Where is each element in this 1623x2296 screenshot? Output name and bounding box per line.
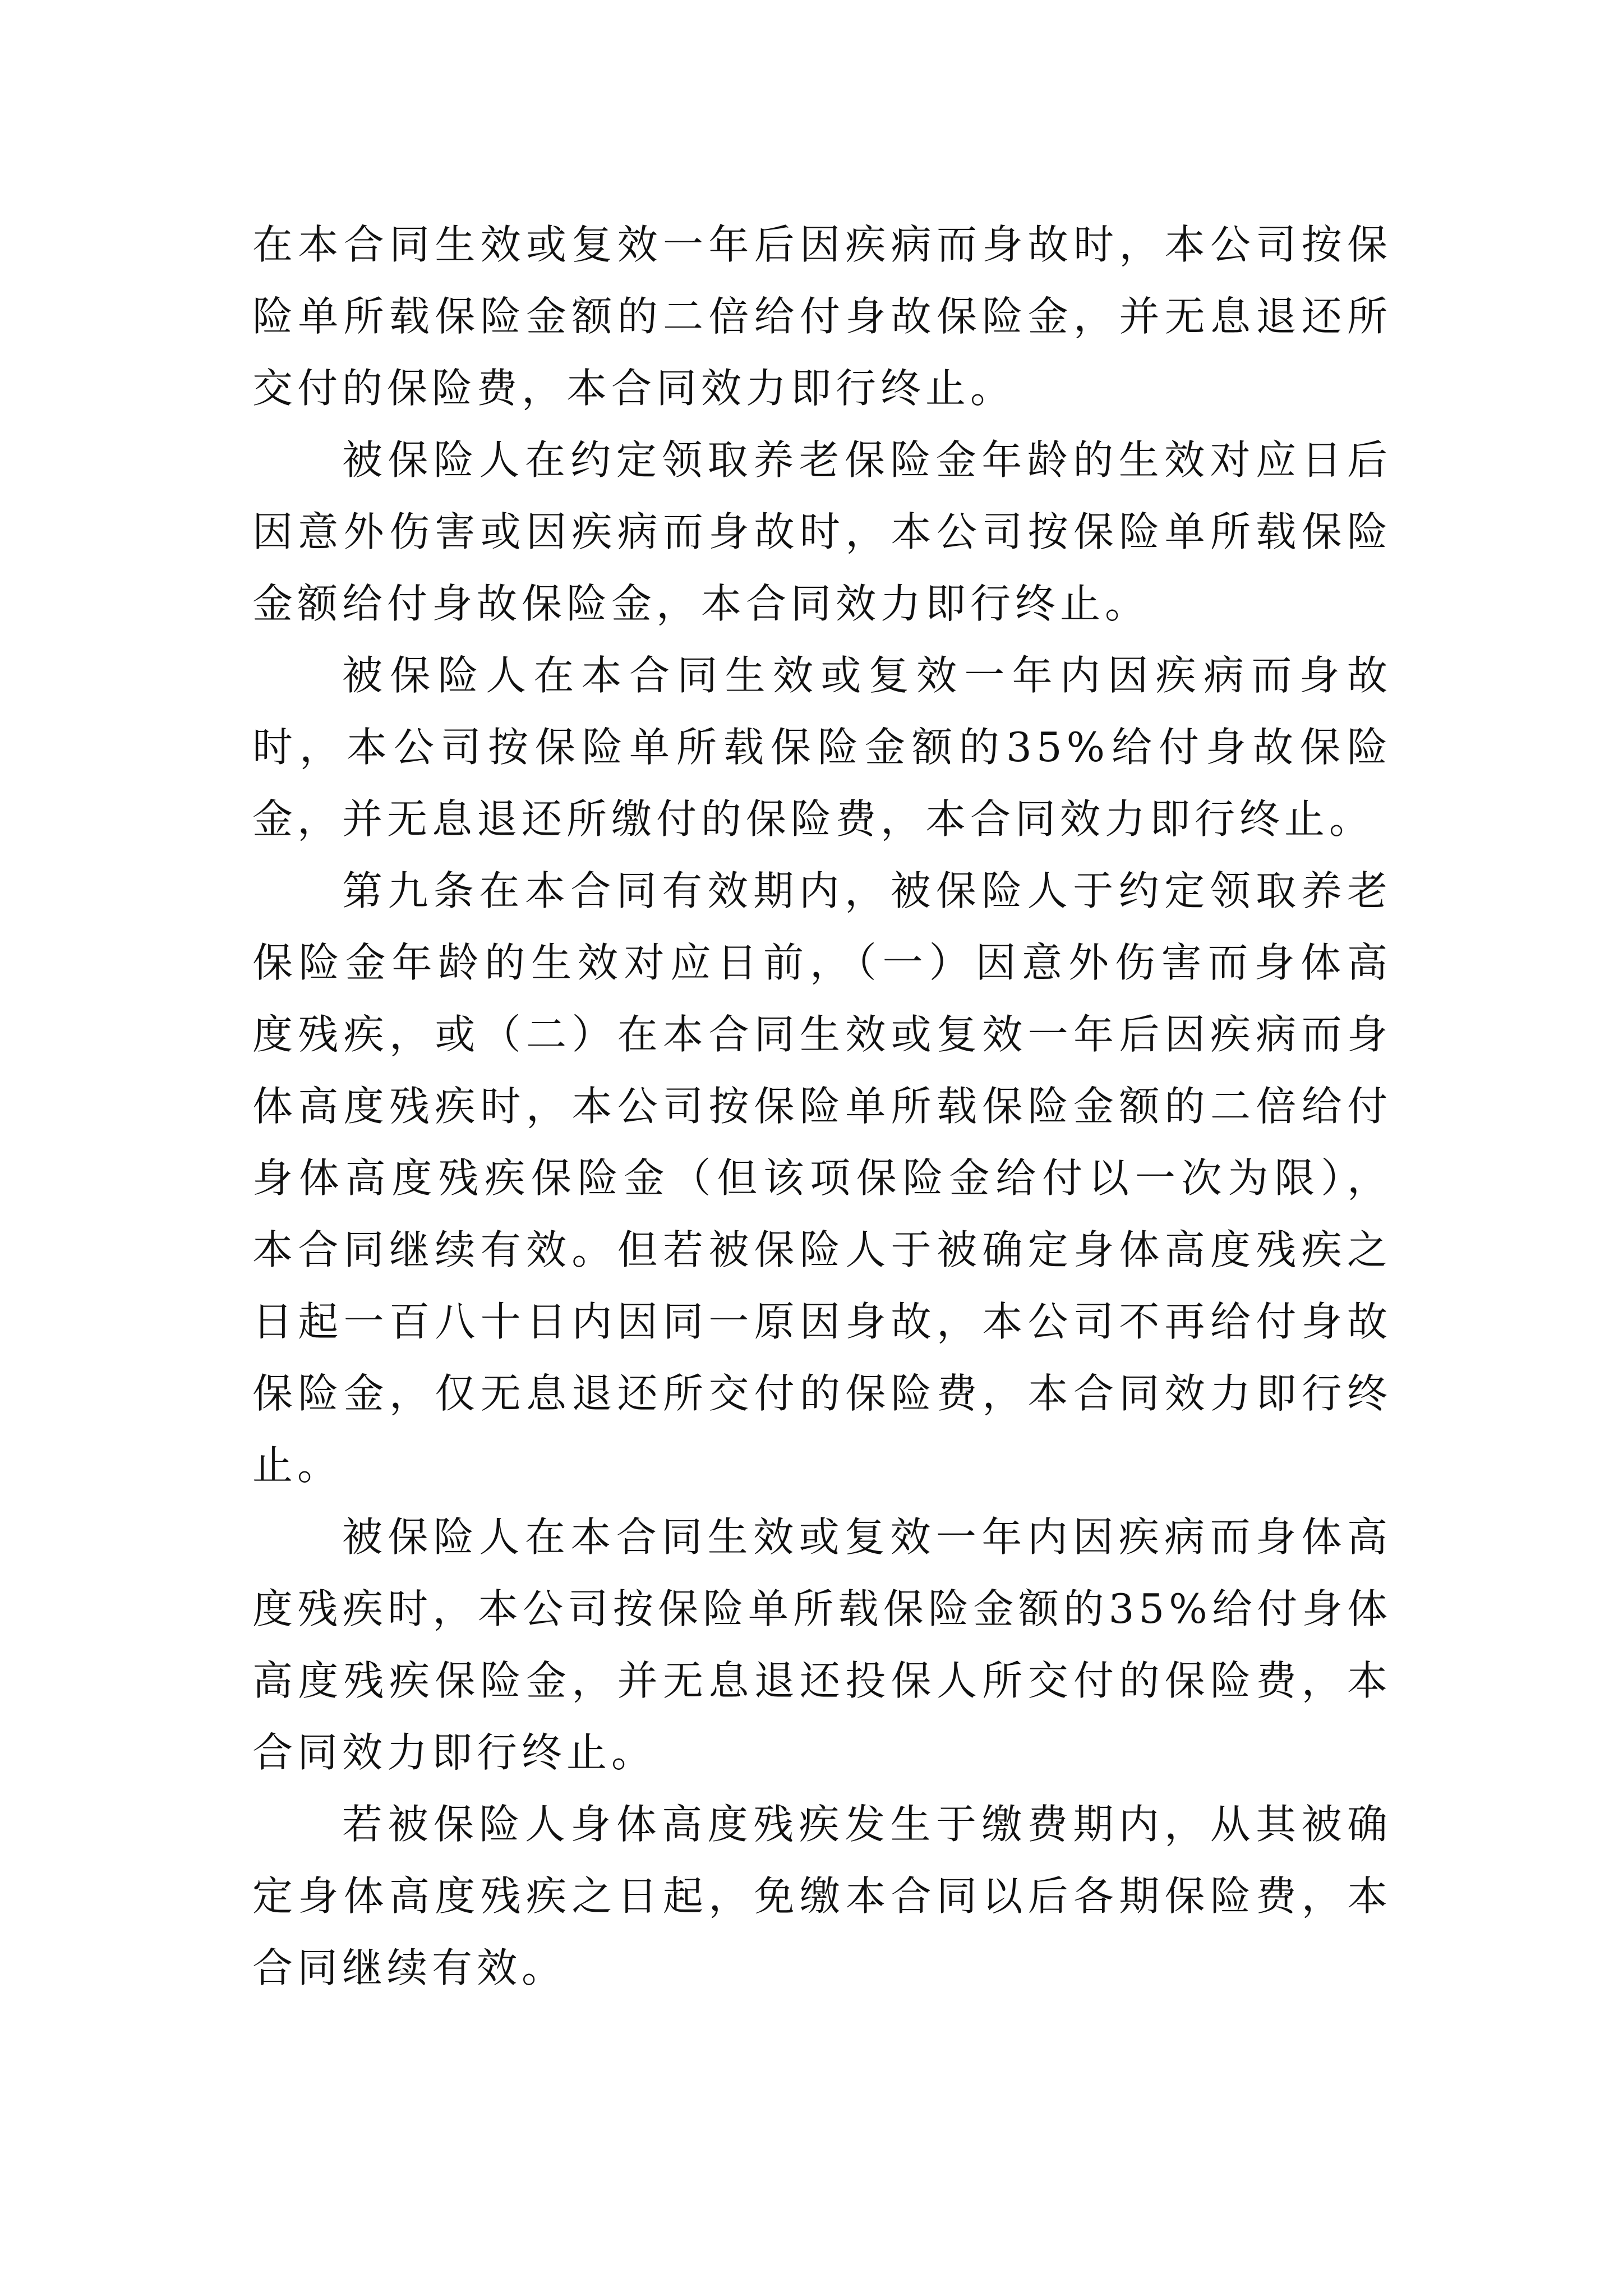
document-body: [252, 209, 1392, 2004]
paragraph-disability-within-first-year: 被保险人在本合同生效或复效一年内因疾病而身体高度残疾时，本公司按保险单所载保险金额的35%给付身体高度残疾保险金，并无息退还投保人所交付的保险费，本合同效力即行终止。: [252, 1513, 1392, 1776]
paragraph-death-within-first-year: 被保险人在本合同生效或复效一年内因疾病而身故时，本公司按保险单所载保险金额的35%给付身故保险金，并无息退还所缴付的保险费，本合同效力即行终止。: [252, 652, 1392, 843]
paragraph-continuation: 在本合同生效或复效一年后因疾病而身故时，本公司按保险单所载保险金额的二倍给付身故保险金，并无息退还所交付的保险费，本合同效力即行终止。: [252, 221, 1392, 412]
paragraph-premium-waiver: 若被保险人身体高度残疾发生于缴费期内，从其被确定身体高度残疾之日起，免缴本合同以后各期保险费，本合同继续有效。: [252, 1801, 1392, 1991]
paragraph-article-nine: 第九条在本合同有效期内，被保险人于约定领取养老保险金年龄的生效对应日前，（一）因意外伤害而身体高度残疾，或（二）在本合同生效或复效一年后因疾病而身体高度残疾时，本公司按保险单所载保险金额的二倍给付身体高度残疾保险金（但该项保险金给付以一次为限），本合同继续有效。但若被保险人于被确定身体高度残疾之日起一百八十日内因同一原因身故，本公司不再给付身故保险金，仅无息退还所交付的保险费，本合同效力即行终止。: [252, 867, 1392, 1489]
paragraph-death-after-pension-age: 被保险人在约定领取养老保险金年龄的生效对应日后因意外伤害或因疾病而身故时，本公司按保险单所载保险金额给付身故保险金，本合同效力即行终止。: [252, 436, 1392, 627]
